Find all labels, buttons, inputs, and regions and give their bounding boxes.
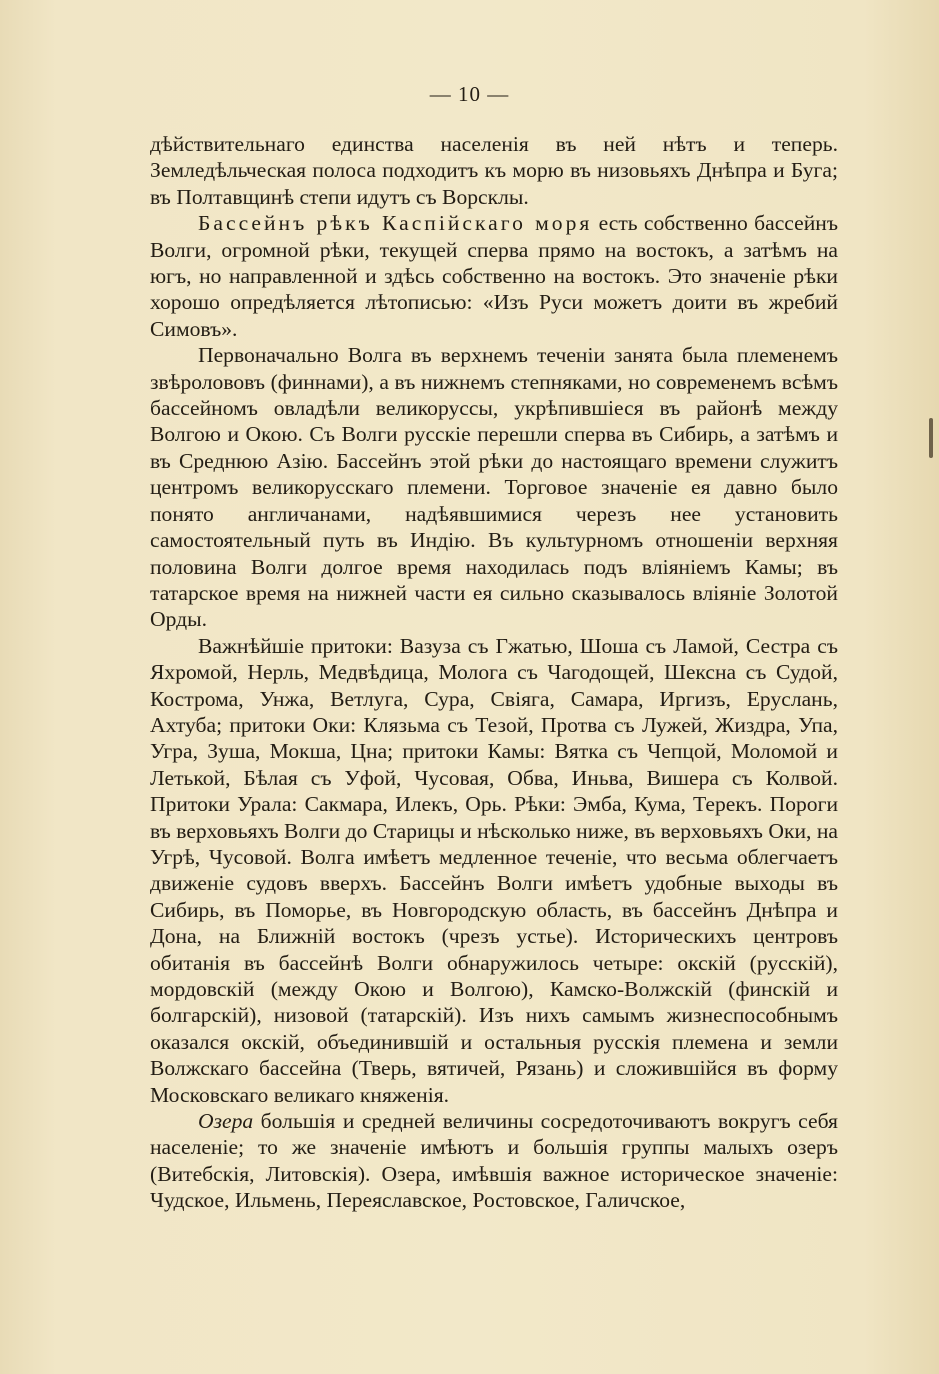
spaced-heading: Бассейнъ рѣкъ Каспійскаго моря (198, 211, 593, 236)
paragraph-text: большія и средней величины сосредоточиваютъ вокругъ себя населеніе; то же значеніе имѣютъ и большія группы малыхъ озеръ (Витебскія, Литовскія). Озера, имѣвшія важное историческое значеніе: Чудское, Ильмень, Переяславское, Ростовское, Галичское, (150, 1109, 838, 1213)
paragraph-volga-history (150, 342, 838, 632)
paragraph-lakes (150, 1108, 838, 1214)
paragraph-text: Важнѣйшіе притоки: Вазуза съ Гжатью, Шоша съ Ламой, Сестра съ Яхромой, Нерль, Медвѣдица, Молога съ Чагодощей, Шексна съ Судой, Кострома, Унжа, Ветлуга, Сура, Свіяга, Самара, Иргизъ, Еруслань, Ахтуба; притоки Оки: Клязьма съ Тезой, Протва съ Лужей, Жиздра, Упа, Угра, Зуша, Мокша, Цна; притоки Камы: Вятка съ Чепцой, Моломой и Летькой, Бѣлая съ Уфой, Чусовая, Обва, Иньва, Вишера съ Колвой. Притоки Урала: Сакмара, Илекъ, Орь. Рѣки: Эмба, Кума, Терекъ. Пороги въ верховьяхъ Волги до Старицы и нѣсколько ниже, въ верховьяхъ Оки, на Угрѣ, Чусовой. Волга имѣетъ медленное теченіе, что весьма облегчаетъ движеніе судовъ вверхъ. Бассейнъ Волги имѣетъ удобные выходы въ Сибирь, въ Поморье, въ Новгородскую область, въ бассейнъ Днѣпра и Дона, на Ближній востокъ (чрезъ устье). Историческихъ центровъ обитанія въ бассейнѣ Волги обнаружилось четыре: окскій (русскій), мордовскій (между Окою и Волгою), Камско-Волжскій (финскій и болгарскій), низовой (татарскій). Изъ нихъ самымъ жизнеспособнымъ оказался окскій, объединившій и остальныя русскія племена и земли Волжскаго бассейна (Тверь, вятичей, Рязань) и сложившійся въ форму Московскаго великаго княженія. (150, 633, 838, 1107)
page-text (150, 131, 838, 1214)
paragraph-caspian-basin (150, 210, 838, 342)
page-edge-mark (929, 418, 933, 458)
paragraph-text: Первоначально Волга въ верхнемъ теченіи занята была племенемъ звѣролововъ (финнами), а въ нижнемъ степняками, но современемъ всѣмъ бассейномъ овладѣли великоруссы, укрѣпившіеся въ районѣ между Волгою и Окою. Съ Волги русскіе перешли сперва въ Сибирь, а затѣмъ и въ Среднюю Азію. Бассейнъ этой рѣки до настоящаго времени служитъ центромъ великорусскаго племени. Торговое значеніе ея давно было понято англичанами, надѣявшимися черезъ нее установить самостоятельный путь въ Индію. Въ культурномъ отношеніи верхняя половина Волги долгое время находилась подъ вліяніемъ Камы; въ татарское время на нижней части ея сильно сказывалось вліяніе Золотой Орды. (150, 343, 838, 632)
paragraph-text: есть собственно бассейнъ Волги, огромной рѣки, текущей сперва прямо на востокъ, а затѣмъ на югъ, но направленной и здѣсь собственно на востокъ. Это значеніе рѣки хорошо опредѣляется лѣтописью: «Изъ Руси можетъ доити въ жребий Симовъ». (150, 211, 838, 341)
paragraph-text: дѣйствительнаго единства населенія въ ней нѣтъ и теперь. Земледѣльческая полоса подходитъ къ морю въ низовьяхъ Днѣпра и Буга; въ Полтавщинѣ степи идутъ съ Ворсклы. (150, 132, 838, 209)
italic-term: Озера (198, 1109, 254, 1134)
page-number: — 10 — (429, 82, 510, 106)
paragraph-continuation (150, 131, 838, 210)
paragraph-tributaries (150, 633, 838, 1108)
